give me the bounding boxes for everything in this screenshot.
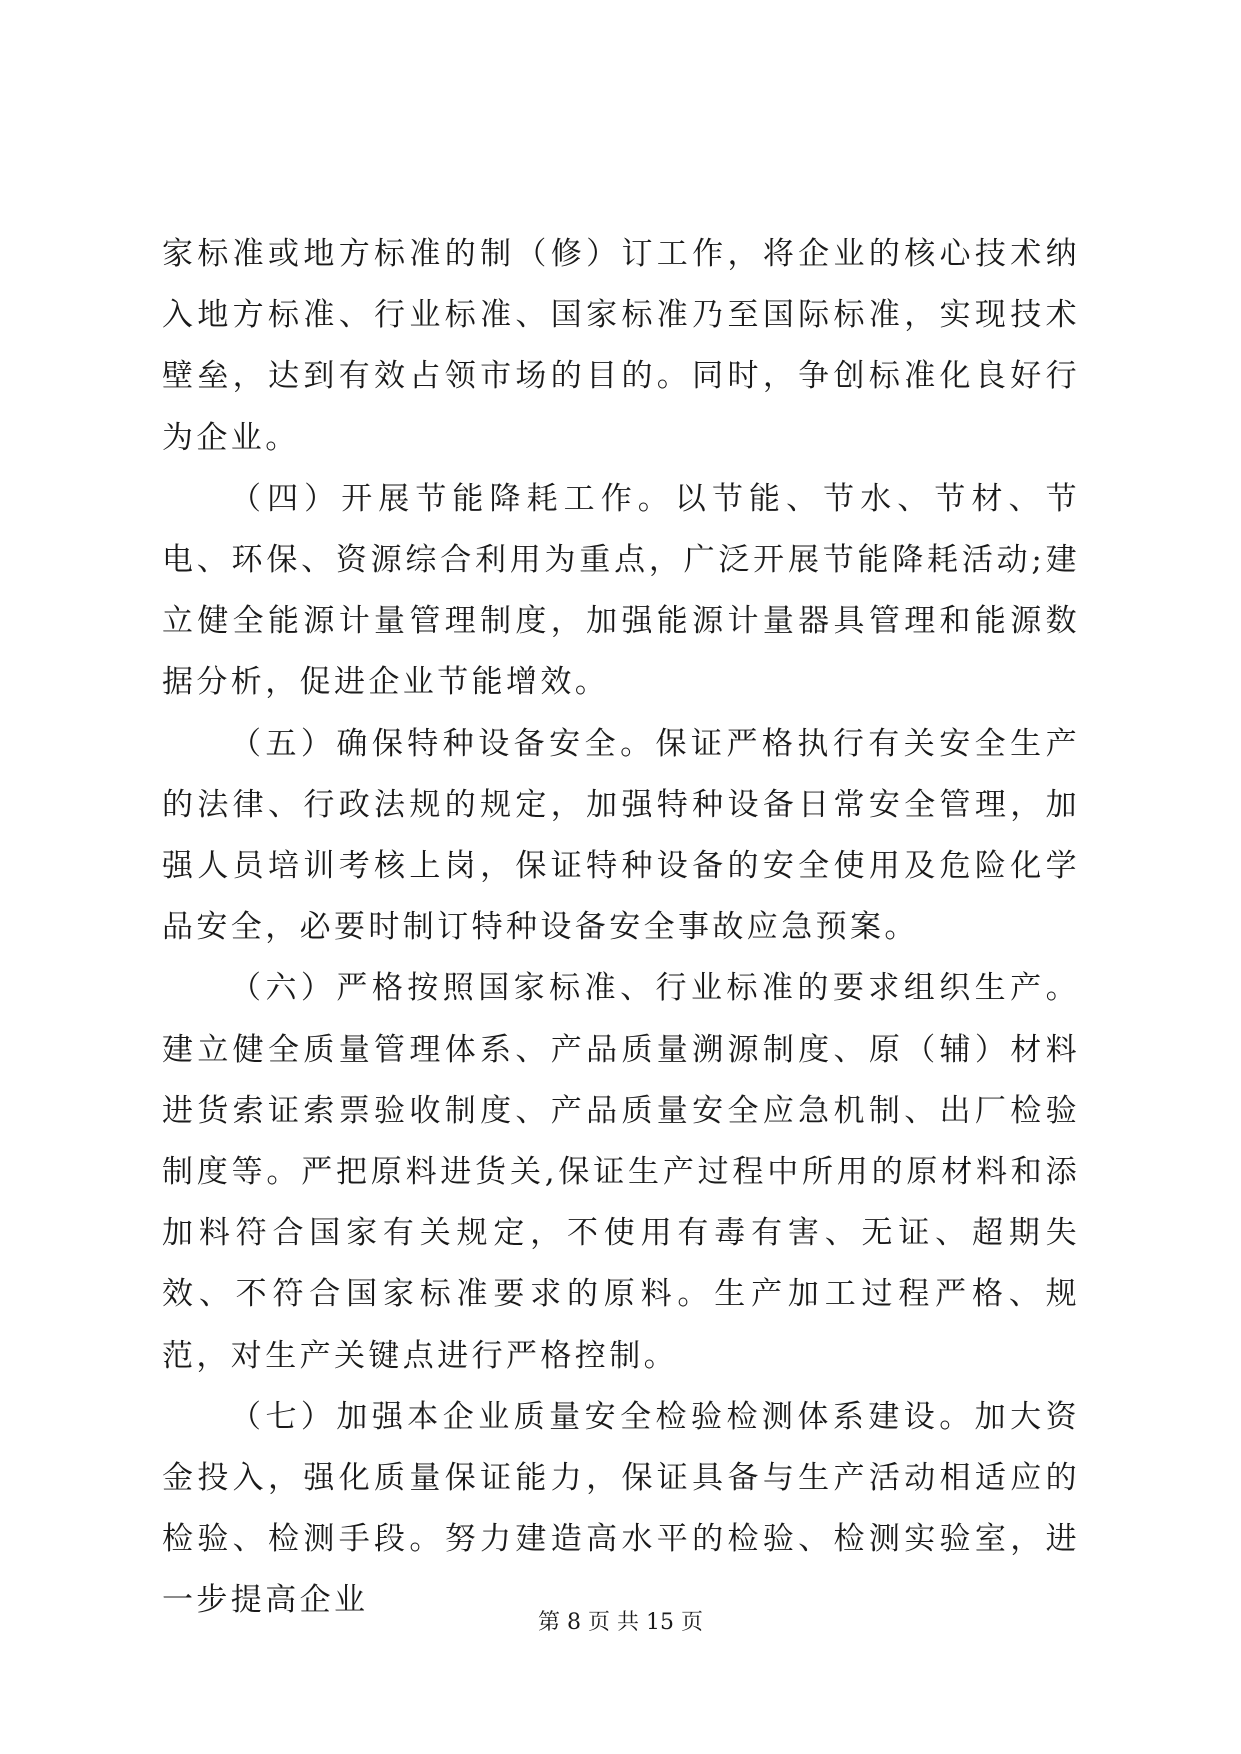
paragraph-section-4: （四）开展节能降耗工作。以节能、节水、节材、节电、环保、资源综合利用为重点，广泛开展节能降耗活动;建立健全能源计量管理制度，加强能源计量器具管理和能源数据分析，促进企业节能增效。	[162, 480, 1080, 701]
document-body	[162, 224, 1080, 1632]
page-number-footer: 第 8 页 共 15 页	[538, 1610, 703, 1635]
paragraph-section-5: （五）确保特种设备安全。保证严格执行有关安全生产的法律、行政法规的规定，加强特种设备日常安全管理，加强人员培训考核上岗，保证特种设备的安全使用及危险化学品安全，必要时制订特种设备安全事故应急预案。	[162, 725, 1080, 946]
paragraph-continuation: 家标准或地方标准的制（修）订工作，将企业的核心技术纳入地方标准、行业标准、国家标准乃至国际标准，实现技术壁垒，达到有效占领市场的目的。同时，争创标准化良好行为企业。	[162, 236, 1080, 456]
paragraph-section-6: （六）严格按照国家标准、行业标准的要求组织生产。建立健全质量管理体系、产品质量溯源制度、原（辅）材料进货索证索票验收制度、产品质量安全应急机制、出厂检验制度等。严把原料进货关,保证生产过程中所用的原材料和添加料符合国家有关规定，不使用有毒有害、无证、超期失效、不符合国家标准要求的原料。生产加工过程严格、规范，对生产关键点进行严格控制。	[162, 970, 1080, 1374]
paragraph-section-7: （七）加强本企业质量安全检验检测体系建设。加大资金投入，强化质量保证能力，保证具备与生产活动相适应的检验、检测手段。努力建造高水平的检验、检测实验室，进一步提高企业	[162, 1398, 1080, 1619]
